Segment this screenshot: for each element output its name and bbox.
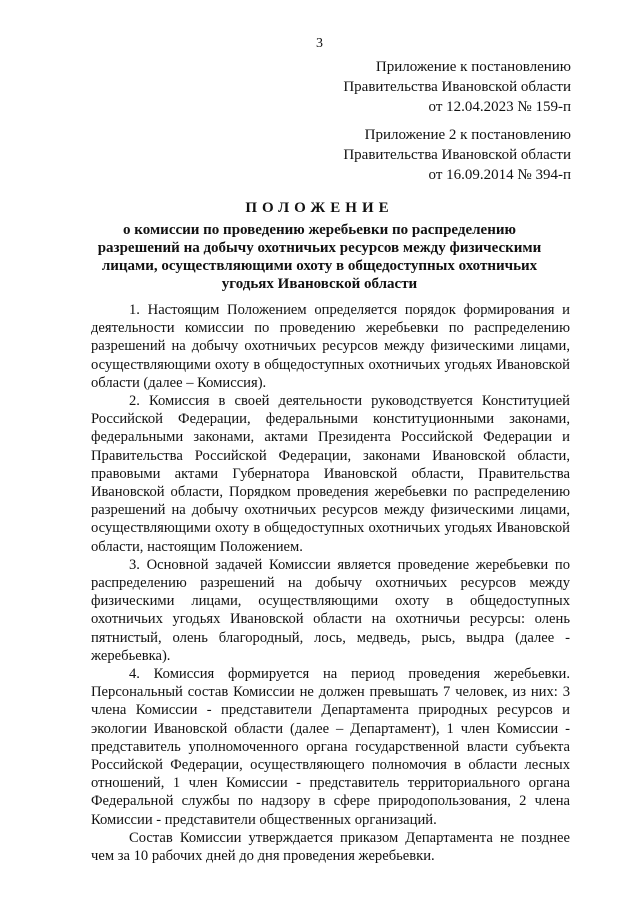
paragraph-3: 3. Основной задачей Комиссии является проведение жеребьевки по распределению разрешений на добычу охотничьих ресурсов между физическими лицами, осуществляющими охоту в общедоступных охотничьих угодьях Ивановской области на охотничьи ресурсы: олень пятнистый, олень благородный, лось, медведь, рысь, выдра (далее - жеребьевка). [91,556,570,664]
attachment-note-current [343,57,571,117]
attachment-note-line: от 12.04.2023 № 159-п [428,99,571,115]
paragraph-4: 4. Комиссия формируется на период проведения жеребьевки. Персональный состав Комиссии не должен превышать 7 человек, из них: 3 члена Комиссии - представители Департамента природных ресурсов и экологии Ивановской области (далее – Департамент), 1 член Комиссии - представитель уполномоченного органа государственной власти субъекта Российской Федерации, осуществляющего полномочия в области лесных отношений, 1 член Комиссии - представитель территориального органа Федеральной службы по надзору в сфере природопользования, 2 члена Комиссии - представители общественных организаций. [91,666,570,828]
paragraph-1: 1. Настоящим Положением определяется порядок формирования и деятельности комиссии по проведению жеребьевки по распределению разрешений на добычу охотничьих ресурсов между физическими лицами, осуществляющими охоту в общедоступных охотничьих угодьях Ивановской области (далее – Комиссия). [91,302,570,391]
subtitle-line: лицами, осуществляющими охоту в общедоступных охотничьих [101,258,538,274]
subtitle-line: разрешений на добычу охотничьих ресурсов между физическими [97,240,542,256]
document-body [91,301,570,865]
attachment-note-line: от 16.09.2014 № 394-п [428,167,571,183]
document-title: ПОЛОЖЕНИЕ [245,200,394,216]
page-number: 3 [316,36,323,51]
paragraph-2: 2. Комиссия в своей деятельности руководствуется Конституцией Российской Федерации, федеральными конституционными законами, федеральными законами, актами Президента Российской Федерации и Правительства Российской Федерации, законами Ивановской области, правовыми актами Губернатора Ивановской области, Правительства Ивановской области, Порядком проведения жеребьевки по распределению разрешений на добычу охотничьих ресурсов между физическими лицами, осуществляющими охоту в общедоступных охотничьих угодьях Ивановской области, настоящим Положением. [91,393,570,555]
attachment-note-line: Правительства Ивановской области [343,147,571,163]
subtitle-line: угодьях Ивановской области [221,276,418,292]
attachment-note-line: Приложение к постановлению [375,59,571,75]
document-subtitle [0,221,639,293]
attachment-note-line: Правительства Ивановской области [343,79,571,95]
attachment-note-line: Приложение 2 к постановлению [364,127,571,143]
paragraph-5: Состав Комиссии утверждается приказом Департамента не позднее чем за 10 рабочих дней до дня проведения жеребьевки. [91,829,570,865]
attachment-note-original [343,125,571,185]
subtitle-line: о комиссии по проведению жеребьевки по распределению [123,222,516,238]
